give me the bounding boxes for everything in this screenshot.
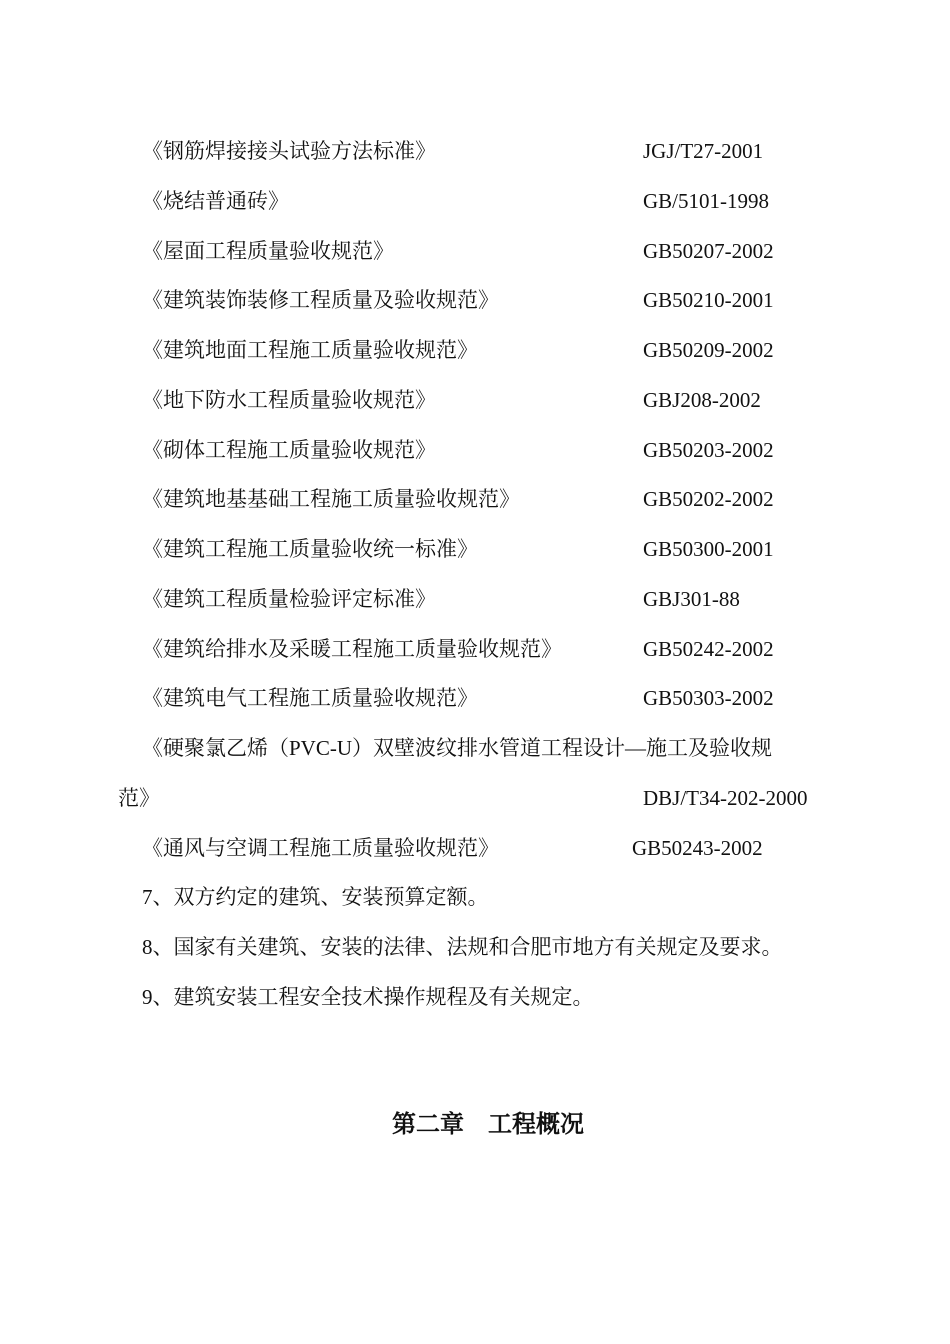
standard-row xyxy=(0,284,950,316)
standard-row xyxy=(0,583,950,615)
standard-title: 《建筑工程质量检验评定标准》 xyxy=(142,587,436,611)
pvc-standard-title-line2: 范》 xyxy=(118,786,160,810)
standard-title: 《建筑装饰装修工程质量及验收规范》 xyxy=(142,288,499,312)
standard-code: GB/5101-1998 xyxy=(643,189,769,213)
pvc-standard-row-continued xyxy=(0,782,950,814)
standard-code: GB50300-2001 xyxy=(643,537,774,561)
standard-code: GBJ208-2002 xyxy=(643,388,761,412)
standard-row xyxy=(0,334,950,366)
basis-item xyxy=(0,881,950,913)
standard-title: 《建筑地面工程施工质量验收规范》 xyxy=(142,338,478,362)
standard-code: GBJ301-88 xyxy=(643,587,740,611)
standard-code: GB50207-2002 xyxy=(643,239,774,263)
standard-row xyxy=(0,384,950,416)
basis-item-text: 9、建筑安装工程安全技术操作规程及有关规定。 xyxy=(142,985,594,1009)
standard-row xyxy=(0,682,950,714)
standard-code: GB50303-2002 xyxy=(643,686,774,710)
basis-item-text: 8、国家有关建筑、安装的法律、法规和合肥市地方有关规定及要求。 xyxy=(142,935,783,959)
standard-row xyxy=(0,235,950,267)
standard-code: GB50203-2002 xyxy=(643,438,774,462)
standard-title: 《建筑给排水及采暖工程施工质量验收规范》 xyxy=(142,637,562,661)
standard-title: 《建筑工程施工质量验收统一标准》 xyxy=(142,537,478,561)
standard-code: GB50243-2002 xyxy=(632,836,763,860)
chapter-heading: 第二章 工程概况 xyxy=(392,1110,584,1138)
standard-row xyxy=(0,185,950,217)
standard-code: GB50242-2002 xyxy=(643,637,774,661)
pvc-standard-title-line1: 《硬聚氯乙烯（PVC-U）双壁波纹排水管道工程设计—施工及验收规 xyxy=(142,736,773,760)
standard-row xyxy=(0,135,950,167)
standard-title: 《地下防水工程质量验收规范》 xyxy=(142,388,436,412)
standard-title: 《建筑地基基础工程施工质量验收规范》 xyxy=(142,487,520,511)
standard-row xyxy=(0,533,950,565)
ventilation-standard-row xyxy=(0,832,950,864)
pvc-standard-code: DBJ/T34-202-2000 xyxy=(643,786,808,810)
basis-item xyxy=(0,981,950,1013)
standard-title: 《通风与空调工程施工质量验收规范》 xyxy=(142,836,499,860)
standard-title: 《建筑电气工程施工质量验收规范》 xyxy=(142,686,478,710)
pvc-standard-row xyxy=(0,732,950,764)
basis-item xyxy=(0,931,950,963)
standard-code: GB50210-2001 xyxy=(643,288,774,312)
standard-row xyxy=(0,434,950,466)
standard-code: GB50209-2002 xyxy=(643,338,774,362)
standard-title: 《屋面工程质量验收规范》 xyxy=(142,239,394,263)
standard-title: 《钢筋焊接接头试验方法标准》 xyxy=(142,139,436,163)
standard-row xyxy=(0,483,950,515)
standard-row xyxy=(0,633,950,665)
standard-title: 《砌体工程施工质量验收规范》 xyxy=(142,438,436,462)
standard-title: 《烧结普通砖》 xyxy=(142,189,289,213)
basis-item-text: 7、双方约定的建筑、安装预算定额。 xyxy=(142,885,489,909)
standard-code: GB50202-2002 xyxy=(643,487,774,511)
standard-code: JGJ/T27-2001 xyxy=(643,139,764,163)
